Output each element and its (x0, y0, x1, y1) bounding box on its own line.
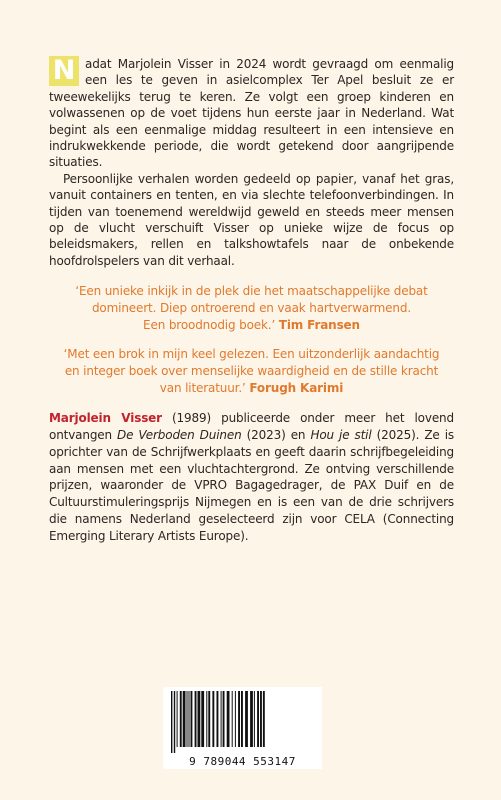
bio-text: (1989) publiceerde onder meer het lovend ontvangen (49, 411, 454, 443)
review-quote-2 (49, 346, 454, 397)
barcode-bar (171, 691, 172, 753)
barcode-bar (223, 691, 225, 747)
barcode-bar (232, 691, 233, 747)
blurb-paragraph-1-text: adat Marjolein Visser in 2024 wordt gevraagd om eenmalig een les te geven in asielcomplex Ter Apel besluit ze er tweewekelijks terug te keren. Ze volgt een groep kinderen en volwassenen op de voet tijdens hun eerste jaar in Nederland. Wat begint als een eenmalige middag resulteert in een intensieve en indrukwekkende periode, die wordt getekend door aangrijpende situaties. (49, 57, 454, 170)
blurb (49, 56, 454, 269)
barcode-bar (198, 691, 201, 747)
barcode-bar (235, 691, 236, 747)
book-title-2: Hou je stil (310, 428, 372, 443)
barcode-bar (257, 691, 259, 747)
barcode-bar (221, 691, 222, 747)
barcode (163, 687, 322, 769)
barcode-bar (174, 691, 175, 753)
quote-line: en integer boek over menselijke waardigheid en de stille kracht (64, 364, 439, 379)
barcode-bar (191, 691, 193, 747)
quote-line: ‘Met een brok in mijn keel gelezen. Een uitzonderlijk aandachtig (63, 347, 440, 362)
barcode-bar (201, 691, 204, 747)
quote-line: ‘Een unieke inkijk in de plek die het maatschappelijke debat (75, 284, 428, 299)
quote-line (49, 317, 454, 334)
quote-line (49, 380, 454, 397)
barcode-bar (208, 691, 210, 747)
isbn-number: 9 789044 553147 (189, 755, 296, 768)
drop-cap: N (49, 56, 79, 86)
quote-line: domineert. Diep ontroerend en vaak hartverwarmend. (91, 301, 412, 316)
barcode-bar (217, 691, 219, 747)
quote-author: Tim Fransen (278, 318, 360, 333)
barcode-bar (245, 691, 248, 747)
barcode-bar (241, 691, 243, 747)
back-cover-text (49, 56, 454, 545)
barcode-bar (227, 691, 230, 747)
bio-text: (2023) en (241, 428, 311, 443)
bio-text: (2025). Ze is oprichter van de Schrijfwerkplaats en geeft daarin schrijfbegeleiding aan mensen met een vluchtachtergrond. Ze ontving verschillende prijzen, waaronder de VPRO Bagagedrager, de PAX Duif en de Cultuurstimuleringsprijs Nijmegen en is een van de drie schrijvers die namens Nederland geselecteerd zijn voor CELA (Connecting Emerging Literary Artists Europe). (49, 428, 454, 543)
barcode-bar (183, 691, 186, 747)
barcode-bar (250, 691, 253, 747)
barcode-bar (189, 691, 190, 747)
book-title-1: De Verboden Duinen (117, 428, 242, 443)
barcode-bar (260, 691, 262, 747)
barcode-bar (238, 691, 240, 747)
quote-line-text: Een broodnodig boek.’ (143, 318, 276, 333)
barcode-bar (254, 691, 255, 747)
quote-author: Forugh Karimi (249, 381, 344, 396)
blurb-paragraph-1 (49, 56, 454, 171)
blurb-paragraph-2: Persoonlijke verhalen worden gedeeld op papier, vanaf het gras, vanuit containers en tenten, en via slechte telefoonverbindingen. In tijden van toenemend wereldwijd geweld en steeds meer mensen op de vlucht verschuift Visser op unieke wijze de focus op beleidsmakers, rellen en talkshowtafels naar de onbekende hoofdrolspelers van dit verhaal. (49, 171, 454, 268)
barcode-bar (206, 691, 207, 747)
barcode-bar (212, 691, 214, 747)
quote-line-text: van literatuur.’ (159, 381, 246, 396)
barcode-bar (177, 691, 178, 747)
barcode-bar (195, 691, 197, 747)
author-name: Marjolein Visser (49, 411, 162, 426)
author-bio (49, 410, 454, 544)
barcode-bar (263, 691, 265, 747)
review-quote-1 (49, 283, 454, 334)
barcode-bar (187, 691, 188, 747)
barcode-bars (169, 691, 316, 753)
barcode-bar (180, 691, 182, 747)
